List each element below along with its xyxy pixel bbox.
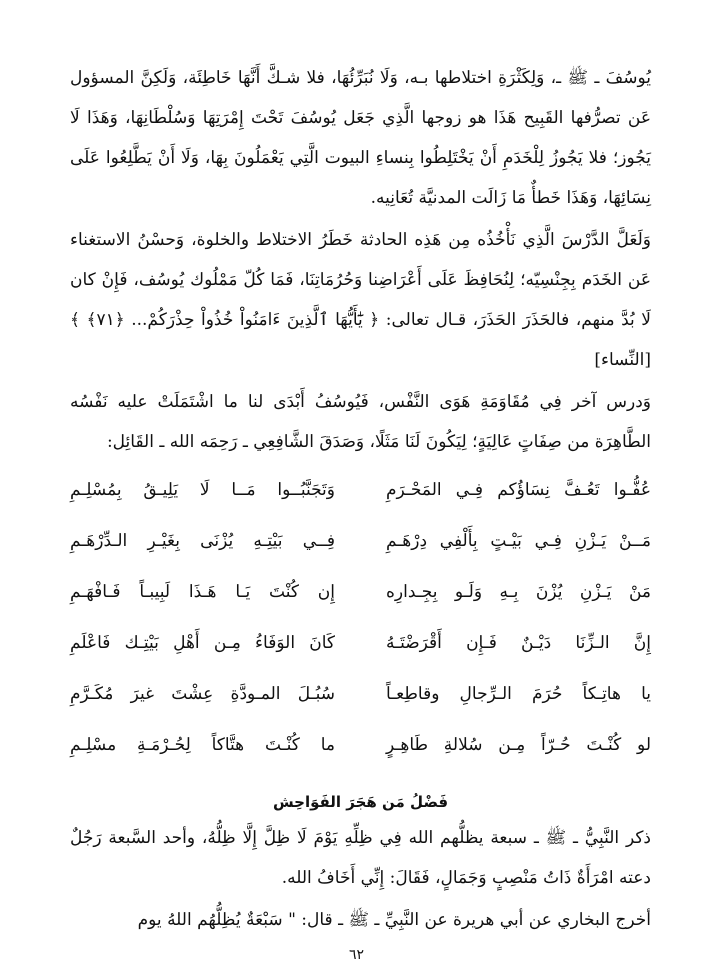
verse-first-hemistich: مَنْ يَـزْنِ يُزْنَ بِـهِ وَلَـو بِجِـدارِه (386, 581, 651, 602)
poem (70, 464, 651, 770)
verse-second-hemistich: كَانَ الوَفَاءُ مِـن أَهْلِ بَيْتِـك فَاعْلَمِ (70, 632, 335, 653)
verse-first-hemistich: لو كُنْـتَ حُـرّاً مِـن سُلالةِ طَاهِـرٍ (386, 734, 651, 755)
page-number: ٦٢ (348, 947, 365, 963)
verse-first-hemistich: إِنَّ الـزِّنَا دَيْـنٌ فَـإِن أَقْرَضْتَـهُ (386, 632, 651, 653)
page-body (70, 58, 651, 933)
verse-first-hemistich: عُفُّـوا تَعُـفَّ نِسَاؤُكم فِـي المَحْـرَمِ (386, 479, 651, 500)
poem-verse (70, 464, 651, 515)
poem-verse (70, 515, 651, 566)
poem-verse (70, 617, 651, 668)
poem-verse (70, 566, 651, 617)
verse-first-hemistich: يا هاتِـكاً حُرَمَ الـرِّجالِ وقاطِعـاً (386, 683, 651, 704)
verse-second-hemistich: وَتَجَنَّبُــوا مَــا لَا يَلِيـقُ بِمُسْلِـمِ (70, 479, 335, 500)
paragraph-yusuf-context: يُوسُفَ ـ ﷺ ـ، وَلِكَثْرَةِ اختلاطها بـه، وَلَا نُبَرِّئُهَا، فلا شـكَّ أَنَّهَا خَاطِئَة، وَلَكِنَّ المسؤول عَن تصرُّفها القَبِيح هَذَا هو زوجها الَّذِي جَعَل يُوسُفَ تَحْتَ إِمْرَتِهَا وَسُلْطَانِهَا، وَهَذَا لَا يَجُوز؛ فلا يَجُوزُ لِلْخَدَمِ أَنْ يَخْتَلِطُوا بِنساءِ البيوت الَّتِي يَعْمَلُونَ بِهَا، وَلَا أَنْ يَطَّلِعُوا عَلَى نِسَائِهَا، وَهَذَا خَطأٌ مَا زَالَت المدنيَّة تُعَانِيه. (70, 68, 651, 208)
poem-verse (70, 719, 651, 770)
paragraph-lesson-desire: وَدرس آخر فِي مُقَاوَمَةِ هَوَى النَّفْس، فَيُوسُفُ أَبْدَى لنا ما اشْتَمَلَتْ عليه نَفْسُه الطَّاهِرَة من صِفَاتٍ عَالِيَةٍ؛ لِيَكُونَ لَنَا مَثَلًا، وَصَدَقَ الشَّافِعِي ـ رَحِمَه الله ـ القَائِل: (70, 392, 651, 452)
verse-second-hemistich: سُبُـلَ المـودَّةِ عِشْتَ غيرَ مُكَـرَّمِ (70, 683, 335, 704)
verse-second-hemistich: إِن كُنْتَ يَـا هَـذَا لَبِيبـاً فَـافْهَـمِ (70, 581, 335, 602)
paragraph-bukhari-narration: أخرج البخاري عن أبي هريرة عن النَّبِيِّ ـ ﷺ ـ قال: " سَبْعَةٌ يُظِلُّهُم اللهُ يوم (137, 910, 651, 930)
poem-verse (70, 668, 651, 719)
verse-first-hemistich: مَــنْ يَـزْنِ فِـي بَيْـتٍ بِأَلْفِي دِرْهَـمِ (386, 530, 651, 551)
verse-second-hemistich: ما كُنْـتَ هتَّاكاً لِحُـرْمَـةِ مسْلِـمِ (70, 734, 335, 755)
verse-second-hemistich: فِــي بَيْتِـهِ يُزْنَى بِغَيْـرِ الـدِّرْهَـمِ (70, 530, 335, 551)
section-heading: فَضْلُ مَن هَجَرَ الفَوَاحِش (272, 793, 449, 811)
paragraph-seven-shaded: ذكر النَّبِيُّ ـ ﷺ ـ سبعة يظلُّهم الله فِي ظِلِّهِ يَوْمَ لَا ظِلَّ إِلَّا ظِلُّهُ، وأحد السَّبعة رَجُلٌ دعته امْرَأَةٌ ذَاتُ مَنْصِبٍ وَجَمَالٍ، فَقَالَ: إِنِّي أَخَافُ الله. (70, 828, 651, 888)
paragraph-lesson-mixing: وَلَعَلَّ الدَّرْسَ الَّذِي نَأْخُذُه مِن هَذِه الحادثة خَطَرُ الاختلاط والخلوة، وَحسْنُ الاستغناء عَن الخَدَم بِجِنْسِيّه؛ لِنُحَافِظَ عَلَى أَعْرَاضِنا وَحُرُمَاتِنَا، فَمَا كُلّ مَمْلُوك يُوسُف، فَإِنْ كان لَا بُدَّ منهم، فالحَذَرَ الحَذَرَ، قـال تعالى: ﴿ يَٰٓأَيُّهَا ٱلَّذِينَ ءَامَنُواْ خُذُواْ حِذْرَكُمْ... ﴿٧١﴾ ﴾ [النِّساء] (70, 230, 652, 370)
